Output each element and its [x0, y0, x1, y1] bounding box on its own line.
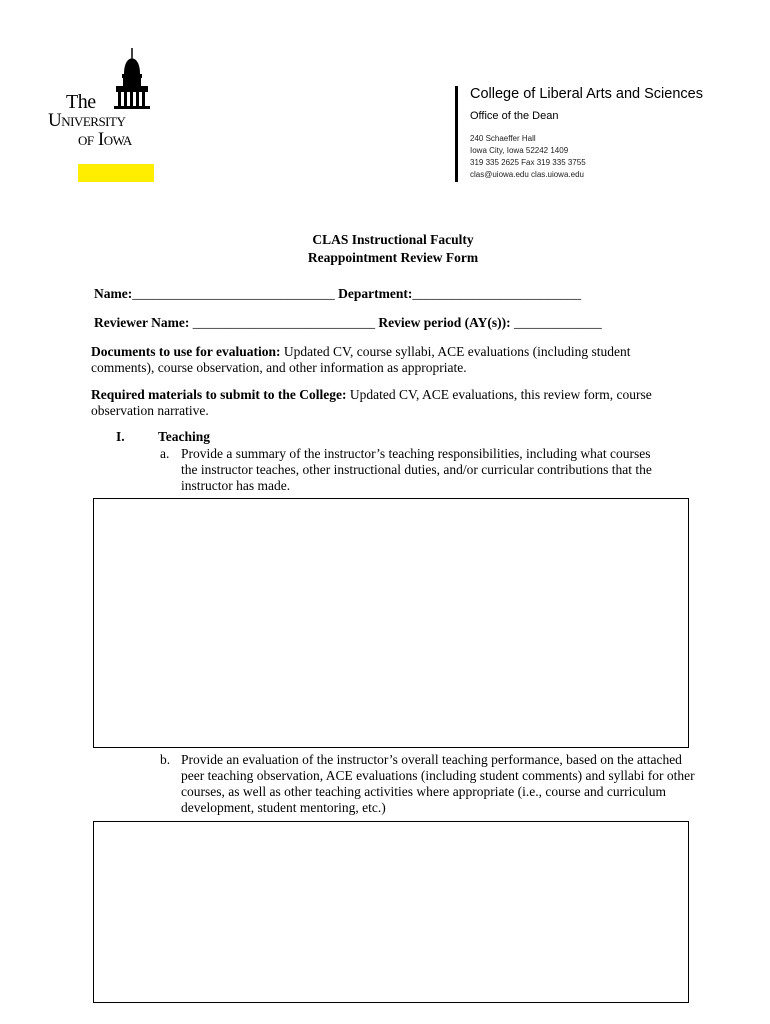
reviewer-field[interactable]: ___________________________: [192, 315, 375, 330]
address-line: Iowa City, Iowa 52242 1409: [470, 146, 569, 155]
required-text: Updated CV, ACE evaluations, this review form, course observation narrative.: [91, 387, 652, 418]
form-title-line1: CLAS Instructional Faculty: [312, 232, 474, 247]
logo-word-the: The: [66, 91, 96, 113]
address-line: clas@uiowa.edu clas.uiowa.edu: [470, 170, 584, 179]
name-label: Name:: [94, 286, 133, 301]
brand-color-bar: [78, 164, 154, 182]
section-number: I.: [116, 429, 125, 444]
item-a-text: Provide a summary of the instructor’s teaching responsibilities, including what courses the instructor teaches, other instructional duties, and/or curricular contributions that the instructor has made.: [181, 446, 652, 493]
logo-word-of-iowa: of Iowa: [78, 129, 132, 150]
documents-paragraph: [91, 344, 691, 376]
name-row: [94, 286, 581, 302]
logo-word-university: University: [48, 110, 126, 131]
form-title-line2: Reappointment Review Form: [307, 250, 479, 265]
reviewer-row: [94, 315, 602, 331]
section-title: Teaching: [158, 429, 211, 444]
old-capitol-icon: [48, 48, 158, 118]
department-field[interactable]: _________________________: [412, 286, 582, 301]
review-period-label: Review period (AY(s)):: [378, 315, 511, 330]
name-field[interactable]: ______________________________: [132, 286, 335, 301]
review-period-field[interactable]: _____________: [513, 315, 602, 330]
item-a-letter: a.: [160, 446, 170, 461]
required-label: Required materials to submit to the College:: [91, 387, 347, 402]
header-divider: [455, 86, 458, 182]
teaching-evaluation-textbox[interactable]: [93, 821, 689, 1003]
documents-label: Documents to use for evaluation:: [91, 344, 281, 359]
reviewer-label: Reviewer Name:: [94, 315, 190, 330]
address-line: 240 Schaeffer Hall: [470, 134, 536, 143]
college-name: College of Liberal Arts and Sciences: [470, 86, 703, 102]
address-line: 319 335 2625 Fax 319 335 3755: [470, 158, 586, 167]
documents-text: Updated CV, course syllabi, ACE evaluations (including student comments), course observation, and other information as appropriate.: [91, 344, 631, 375]
office-name: Office of the Dean: [470, 110, 559, 122]
department-label: Department:: [338, 286, 413, 301]
item-b-text: Provide an evaluation of the instructor’s overall teaching performance, based on the attached peer teaching observation, ACE evaluations (including student comments) and syllabi for other courses, as well as other teaching activities where appropriate (i.e., course and curriculum development, student mentoring, etc.): [181, 752, 695, 815]
required-paragraph: [91, 387, 691, 419]
teaching-summary-textbox[interactable]: [93, 498, 689, 748]
item-b-letter: b.: [160, 752, 171, 767]
